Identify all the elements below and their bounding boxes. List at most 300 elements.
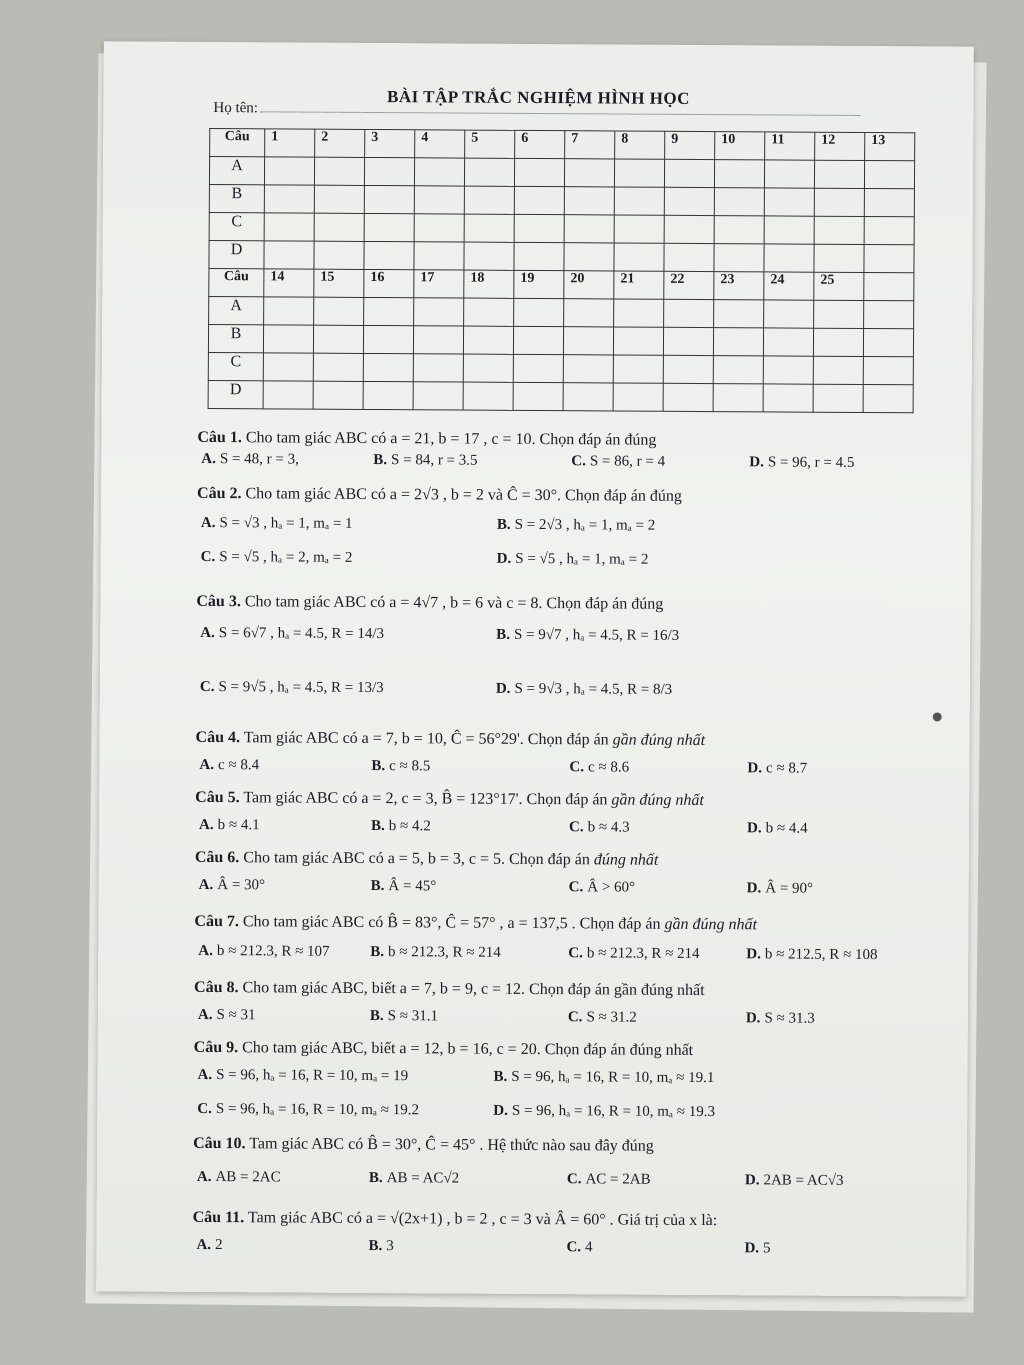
grid-answer-cell[interactable]	[314, 185, 364, 213]
grid-answer-cell[interactable]	[614, 243, 664, 271]
option-value: b ≈ 4.4	[765, 820, 808, 837]
grid-question-number: 4	[415, 130, 465, 158]
grid-answer-cell[interactable]	[814, 160, 864, 188]
option-letter: D.	[744, 1240, 760, 1257]
option-value: b ≈ 212.3, R ≈ 214	[586, 945, 700, 963]
grid-answer-cell[interactable]	[714, 216, 764, 244]
grid-answer-cell[interactable]	[464, 214, 514, 242]
option-value: S = 6√7 , hₐ = 4.5, R = 14/3	[218, 625, 385, 643]
answer-option[interactable]	[566, 1240, 592, 1255]
grid-answer-cell[interactable]	[863, 329, 913, 357]
grid-option-label: D	[209, 241, 264, 269]
option-value: S = 9√3 , hₐ = 4.5, R = 8/3	[514, 680, 673, 698]
grid-answer-cell[interactable]	[814, 188, 864, 216]
answer-option[interactable]	[199, 758, 259, 773]
grid-question-number: 17	[414, 270, 464, 298]
option-value: AB = AC√2	[386, 1170, 460, 1187]
question-number: Câu 6.	[194, 848, 240, 867]
grid-answer-cell[interactable]	[864, 217, 914, 245]
grid-answer-cell[interactable]	[364, 185, 414, 213]
question-stem	[196, 594, 663, 613]
grid-answer-cell[interactable]	[664, 243, 714, 271]
grid-answer-cell[interactable]	[264, 185, 314, 213]
grid-answer-row	[208, 352, 913, 384]
grid-answer-cell[interactable]	[313, 381, 363, 409]
grid-question-number: 21	[614, 271, 664, 299]
option-letter: B.	[373, 452, 388, 469]
answer-option[interactable]	[496, 682, 672, 698]
option-value: Â > 60°	[587, 879, 636, 896]
grid-question-number	[864, 273, 914, 301]
name-label: Họ tên:	[213, 100, 259, 117]
grid-answer-cell[interactable]	[763, 356, 813, 384]
question-hint: đúng nhất	[593, 851, 659, 869]
grid-answer-cell[interactable]	[514, 242, 564, 270]
grid-answer-cell[interactable]	[813, 384, 863, 412]
question-text: Cho tam giác ABC có B̂ = 83°, Ĉ = 57° , a = 137,5 . Chọn đáp án	[242, 913, 661, 933]
grid-answer-cell[interactable]	[614, 299, 664, 327]
grid-answer-cell[interactable]	[264, 297, 314, 325]
grid-answer-cell[interactable]	[614, 159, 664, 187]
grid-answer-cell[interactable]	[564, 299, 614, 327]
grid-answer-cell[interactable]	[764, 188, 814, 216]
option-letter: A.	[197, 1066, 213, 1084]
answer-option[interactable]	[201, 516, 353, 532]
answer-option[interactable]	[569, 880, 635, 895]
question-stem	[197, 430, 656, 449]
grid-answer-cell[interactable]	[263, 353, 313, 381]
option-value: S ≈ 31.3	[764, 1010, 815, 1027]
grid-answer-cell[interactable]	[263, 325, 313, 353]
grid-answer-cell[interactable]	[663, 383, 713, 411]
grid-answer-cell[interactable]	[714, 244, 764, 272]
grid-question-number: 11	[765, 132, 815, 160]
grid-answer-cell[interactable]	[514, 158, 564, 186]
answer-option[interactable]	[745, 1173, 844, 1189]
question-stem	[193, 1136, 654, 1155]
grid-question-number: 2	[315, 129, 365, 157]
grid-answer-cell[interactable]	[514, 298, 564, 326]
question-number: Câu 7.	[194, 912, 239, 931]
option-letter: B.	[368, 1237, 383, 1255]
option-value: S = 96, hₐ = 16, R = 10, mₐ ≈ 19.2	[215, 1101, 420, 1119]
answer-option[interactable]	[493, 1070, 714, 1086]
grid-answer-cell[interactable]	[864, 245, 914, 273]
option-letter: D.	[493, 1102, 508, 1119]
grid-answer-cell[interactable]	[664, 187, 714, 215]
grid-question-number: 24	[764, 272, 814, 300]
question-text: Tam giác ABC có a = √(2x+1) , b = 2 , c = 3 và Â = 60° . Giá trị của x là:	[247, 1209, 718, 1230]
question-text: Tam giác ABC có a = 7, b = 10, Ĉ = 56°29'. Chọn đáp án	[243, 729, 609, 749]
grid-answer-cell[interactable]	[364, 213, 414, 241]
answer-option[interactable]	[746, 947, 877, 963]
option-letter: C.	[568, 945, 583, 962]
option-letter: C.	[568, 819, 584, 836]
answer-option[interactable]	[568, 946, 699, 962]
grid-answer-cell[interactable]	[664, 299, 714, 327]
grid-answer-cell[interactable]	[463, 326, 513, 354]
grid-question-number: 20	[564, 271, 614, 299]
answer-option[interactable]	[569, 760, 629, 775]
option-letter: C.	[199, 678, 215, 696]
option-value: c ≈ 8.6	[587, 759, 630, 776]
question-number: Câu 11.	[192, 1208, 245, 1227]
answer-option[interactable]	[199, 818, 260, 833]
grid-question-number: 23	[714, 272, 764, 300]
option-letter: B.	[493, 1068, 508, 1085]
option-letter: C.	[566, 1171, 582, 1188]
option-letter: B.	[370, 818, 385, 835]
grid-answer-cell[interactable]	[364, 297, 414, 325]
question-number: Câu 2.	[197, 484, 242, 503]
question-number: Câu 8.	[193, 978, 239, 997]
option-value: S ≈ 31.2	[586, 1009, 637, 1026]
question-text: Cho tam giác ABC có a = 21, b = 17 , c = 10. Chọn đáp án đúng	[245, 429, 657, 449]
grid-answer-cell[interactable]	[464, 242, 514, 270]
answer-option[interactable]	[200, 680, 384, 696]
question-stem	[194, 980, 705, 999]
grid-answer-cell[interactable]	[414, 186, 464, 214]
answer-option[interactable]	[749, 455, 854, 471]
option-letter: A.	[199, 756, 215, 774]
grid-answer-cell[interactable]	[713, 356, 763, 384]
option-value: AC = 2AB	[585, 1171, 651, 1188]
grid-answer-cell[interactable]	[364, 241, 414, 269]
question-number: Câu 1.	[197, 428, 242, 447]
grid-row-label: Câu	[209, 269, 264, 297]
answer-option[interactable]	[747, 761, 807, 776]
question-stem	[196, 730, 706, 749]
grid-question-number: 22	[664, 271, 714, 299]
grid-answer-cell[interactable]	[814, 244, 864, 272]
grid-answer-cell[interactable]	[414, 158, 464, 186]
option-letter: B.	[370, 878, 385, 895]
option-letter: A.	[197, 1006, 213, 1024]
grid-answer-cell[interactable]	[264, 241, 314, 269]
grid-option-label: B	[209, 185, 264, 213]
answer-option[interactable]	[371, 819, 431, 834]
option-value: c ≈ 8.7	[765, 760, 808, 777]
answer-option[interactable]	[201, 452, 299, 468]
grid-answer-cell[interactable]	[664, 159, 714, 187]
grid-answer-cell[interactable]	[513, 382, 563, 410]
grid-answer-cell[interactable]	[363, 353, 413, 381]
answer-option[interactable]	[744, 1241, 770, 1256]
answer-option[interactable]	[369, 1171, 459, 1187]
grid-question-number: 10	[715, 132, 765, 160]
grid-answer-cell[interactable]	[464, 158, 514, 186]
grid-answer-row	[209, 241, 914, 273]
question-number: Câu 5.	[195, 788, 240, 807]
option-letter: D.	[495, 680, 511, 697]
option-letter: A.	[198, 942, 213, 960]
grid-answer-cell[interactable]	[664, 215, 714, 243]
answer-option[interactable]	[747, 821, 808, 836]
grid-answer-cell[interactable]	[564, 243, 614, 271]
grid-question-number: 16	[364, 269, 414, 297]
answer-option[interactable]	[371, 879, 437, 894]
question-number: Câu 3.	[196, 592, 241, 611]
grid-answer-cell[interactable]	[414, 242, 464, 270]
answer-option[interactable]	[201, 550, 353, 566]
grid-answer-row	[209, 185, 914, 217]
answer-option[interactable]	[569, 820, 630, 835]
answer-option[interactable]	[371, 759, 430, 774]
option-value: S = 96, r = 4.5	[767, 454, 855, 471]
grid-answer-cell[interactable]	[713, 328, 763, 356]
answer-option[interactable]	[496, 628, 679, 644]
grid-answer-cell[interactable]	[864, 189, 914, 217]
grid-answer-cell[interactable]	[714, 300, 764, 328]
question-stem	[194, 1040, 694, 1059]
option-value: Â = 45°	[388, 878, 437, 895]
grid-answer-cell[interactable]	[613, 327, 663, 355]
grid-answer-cell[interactable]	[813, 328, 863, 356]
grid-answer-row	[209, 213, 914, 245]
grid-answer-cell[interactable]	[414, 298, 464, 326]
option-value: S = 96, hₐ = 16, R = 10, mₐ ≈ 19.1	[511, 1068, 715, 1087]
option-letter: C.	[571, 453, 586, 470]
option-value: b ≈ 212.3, R ≈ 107	[216, 943, 330, 960]
grid-answer-cell[interactable]	[464, 186, 514, 214]
option-letter: C.	[567, 1009, 583, 1026]
grid-option-label: C	[209, 213, 264, 241]
grid-answer-cell[interactable]	[264, 213, 314, 241]
worksheet-page	[96, 41, 974, 1296]
grid-answer-cell[interactable]	[863, 384, 913, 412]
grid-answer-cell[interactable]	[764, 244, 814, 272]
option-value: Â = 30°	[217, 877, 266, 894]
question-stem	[195, 790, 704, 809]
question-hint: gần đúng nhất	[612, 731, 706, 750]
option-value: S = √3 , hₐ = 1, mₐ = 1	[219, 515, 353, 532]
question-number: Câu 9.	[193, 1038, 239, 1057]
grid-option-label: A	[209, 157, 264, 185]
answer-option[interactable]	[497, 552, 649, 568]
grid-answer-cell[interactable]	[814, 216, 864, 244]
grid-question-number: 6	[515, 130, 565, 158]
option-letter: A.	[198, 816, 214, 834]
option-value: S = 9√5 , hₐ = 4.5, R = 13/3	[218, 679, 384, 697]
grid-answer-cell[interactable]	[614, 187, 664, 215]
grid-answer-cell[interactable]	[413, 382, 463, 410]
grid-answer-cell[interactable]	[463, 354, 513, 382]
option-letter: D.	[746, 880, 762, 897]
option-letter: A.	[196, 1168, 212, 1186]
grid-question-number: 3	[365, 129, 415, 157]
answer-option[interactable]	[196, 1238, 222, 1253]
grid-question-number: 12	[815, 132, 865, 160]
answer-option[interactable]	[368, 1239, 393, 1254]
question-hint: gần đúng nhất	[611, 791, 704, 810]
option-value: S ≈ 31	[216, 1007, 256, 1024]
grid-answer-cell[interactable]	[314, 157, 364, 185]
option-value: Â = 90°	[765, 880, 814, 897]
option-letter: B.	[368, 1169, 383, 1187]
grid-question-number: 19	[514, 270, 564, 298]
grid-answer-cell[interactable]	[714, 188, 764, 216]
grid-question-number: 8	[615, 131, 665, 159]
option-letter: D.	[496, 550, 512, 567]
grid-option-label: A	[209, 297, 264, 325]
grid-answer-cell[interactable]	[313, 353, 363, 381]
answer-option[interactable]	[197, 1102, 419, 1118]
grid-question-number: 25	[814, 272, 864, 300]
grid-answer-cell[interactable]	[764, 300, 814, 328]
option-value: 5	[763, 1240, 771, 1257]
grid-answer-cell[interactable]	[314, 241, 364, 269]
grid-answer-cell[interactable]	[413, 326, 463, 354]
grid-answer-cell[interactable]	[564, 159, 614, 187]
grid-answer-cell[interactable]	[863, 357, 913, 385]
option-value: AB = 2AC	[215, 1169, 281, 1186]
question-text: Cho tam giác ABC, biết a = 7, b = 9, c = 12. Chọn đáp án gần đúng nhất	[242, 979, 705, 1000]
option-letter: A.	[196, 1236, 212, 1254]
grid-answer-cell[interactable]	[564, 215, 614, 243]
option-letter: B.	[496, 626, 511, 643]
option-value: S = √5 , hₐ = 1, mₐ = 2	[515, 550, 649, 568]
grid-option-label: C	[208, 352, 263, 380]
answer-option[interactable]	[493, 1104, 715, 1120]
grid-answer-cell[interactable]	[313, 325, 363, 353]
option-value: b ≈ 212.5, R ≈ 108	[764, 946, 878, 964]
answer-option[interactable]	[568, 1010, 637, 1025]
grid-answer-cell[interactable]	[763, 328, 813, 356]
grid-answer-cell[interactable]	[414, 214, 464, 242]
grid-answer-cell[interactable]	[563, 355, 613, 383]
option-letter: A.	[201, 450, 216, 468]
option-value: S = 84, r = 3.5	[390, 452, 478, 469]
option-value: S = √5 , hₐ = 2, mₐ = 2	[219, 549, 353, 566]
option-value: 3	[386, 1238, 394, 1255]
question-hint: gần đúng nhất	[664, 915, 758, 934]
option-value: S = 9√7 , hₐ = 4.5, R = 16/3	[513, 626, 680, 644]
name-dotted-line	[260, 111, 860, 116]
grid-answer-cell[interactable]	[563, 383, 613, 411]
question-text: Cho tam giác ABC có a = 5, b = 3, c = 5. Chọn đáp án	[243, 849, 590, 869]
option-value: b ≈ 4.2	[388, 818, 431, 835]
answer-option[interactable]	[373, 453, 477, 469]
option-value: S = 86, r = 4	[589, 453, 666, 470]
grid-question-number: 14	[264, 269, 314, 297]
grid-answer-cell[interactable]	[713, 384, 763, 412]
grid-answer-cell[interactable]	[413, 354, 463, 382]
grid-answer-cell[interactable]	[563, 327, 613, 355]
grid-answer-row	[209, 157, 914, 189]
grid-answer-cell[interactable]	[613, 355, 663, 383]
grid-answer-cell[interactable]	[614, 215, 664, 243]
grid-answer-cell[interactable]	[763, 384, 813, 412]
answer-option[interactable]	[199, 878, 265, 893]
question-number: Câu 10.	[193, 1134, 246, 1153]
grid-option-label: D	[208, 380, 263, 408]
grid-answer-cell[interactable]	[564, 187, 614, 215]
grid-answer-cell[interactable]	[714, 160, 764, 188]
option-value: b ≈ 4.1	[217, 817, 260, 834]
grid-answer-cell[interactable]	[864, 161, 914, 189]
page-title: BÀI TẬP TRẮC NGHIỆM HÌNH HỌC	[386, 87, 690, 108]
grid-answer-cell[interactable]	[514, 214, 564, 242]
grid-row-label: Câu	[210, 129, 265, 157]
grid-answer-cell[interactable]	[264, 157, 314, 185]
grid-answer-row	[209, 297, 914, 329]
answer-option[interactable]	[370, 1009, 438, 1024]
grid-answer-cell[interactable]	[463, 382, 513, 410]
grid-answer-cell[interactable]	[814, 300, 864, 328]
question-stem	[193, 1210, 718, 1229]
grid-answer-cell[interactable]	[464, 298, 514, 326]
answer-option[interactable]	[571, 454, 665, 470]
option-value: 4	[585, 1239, 593, 1256]
answer-grid	[208, 128, 916, 413]
paper-mark	[933, 712, 942, 721]
answer-option[interactable]	[198, 1008, 256, 1023]
grid-answer-cell[interactable]	[663, 355, 713, 383]
grid-header-row	[209, 269, 914, 301]
grid-answer-cell[interactable]	[513, 326, 563, 354]
question-stem	[194, 914, 757, 933]
answer-option[interactable]	[746, 1011, 815, 1026]
grid-answer-cell[interactable]	[263, 381, 313, 409]
answer-option[interactable]	[197, 1068, 408, 1084]
grid-answer-cell[interactable]	[864, 301, 914, 329]
grid-answer-cell[interactable]	[764, 160, 814, 188]
grid-answer-cell[interactable]	[363, 381, 413, 409]
answer-option[interactable]	[198, 944, 329, 960]
grid-answer-cell[interactable]	[514, 186, 564, 214]
grid-question-number: 13	[865, 133, 915, 161]
option-letter: B.	[369, 1007, 384, 1025]
option-letter: D.	[749, 454, 764, 471]
option-letter: C.	[568, 879, 584, 896]
option-value: b ≈ 212.3, R ≈ 214	[387, 944, 501, 961]
question-text: Cho tam giác ABC có a = 2√3 , b = 2 và Ĉ = 30°. Chọn đáp án đúng	[245, 485, 682, 505]
grid-question-number: 1	[265, 129, 315, 157]
grid-answer-cell[interactable]	[314, 297, 364, 325]
grid-answer-cell[interactable]	[363, 325, 413, 353]
grid-question-number: 5	[465, 130, 515, 158]
grid-answer-row	[208, 380, 913, 412]
option-letter: C.	[197, 1100, 212, 1118]
answer-option[interactable]	[370, 945, 501, 961]
option-letter: D.	[746, 820, 762, 837]
grid-answer-cell[interactable]	[364, 157, 414, 185]
answer-option[interactable]	[197, 1170, 281, 1186]
option-value: b ≈ 4.3	[587, 819, 630, 836]
grid-answer-cell[interactable]	[764, 216, 814, 244]
option-letter: A.	[200, 514, 216, 532]
grid-answer-cell[interactable]	[314, 213, 364, 241]
grid-answer-cell[interactable]	[613, 383, 663, 411]
question-text: Cho tam giác ABC, biết a = 12, b = 16, c = 20. Chọn đáp án đúng nhất	[242, 1039, 694, 1059]
grid-question-number: 7	[565, 131, 615, 159]
option-value: S ≈ 31.1	[387, 1008, 439, 1025]
grid-option-label: B	[208, 324, 263, 352]
question-text: Cho tam giác ABC có a = 4√7 , b = 6 và c = 8. Chọn đáp án đúng	[244, 593, 664, 613]
answer-option[interactable]	[200, 626, 384, 642]
question-list	[192, 428, 917, 1257]
answer-option[interactable]	[567, 1172, 651, 1188]
option-value: 2AB = AC√3	[763, 1172, 844, 1189]
question-stem	[195, 850, 659, 869]
answer-option[interactable]	[747, 881, 813, 896]
grid-answer-cell[interactable]	[663, 327, 713, 355]
grid-answer-cell[interactable]	[813, 356, 863, 384]
question-text: Tam giác ABC có a = 2, c = 3, B̂ = 123°17'. Chọn đáp án	[243, 789, 608, 809]
grid-answer-cell[interactable]	[513, 354, 563, 382]
answer-option[interactable]	[497, 518, 655, 534]
grid-question-number: 18	[464, 270, 514, 298]
